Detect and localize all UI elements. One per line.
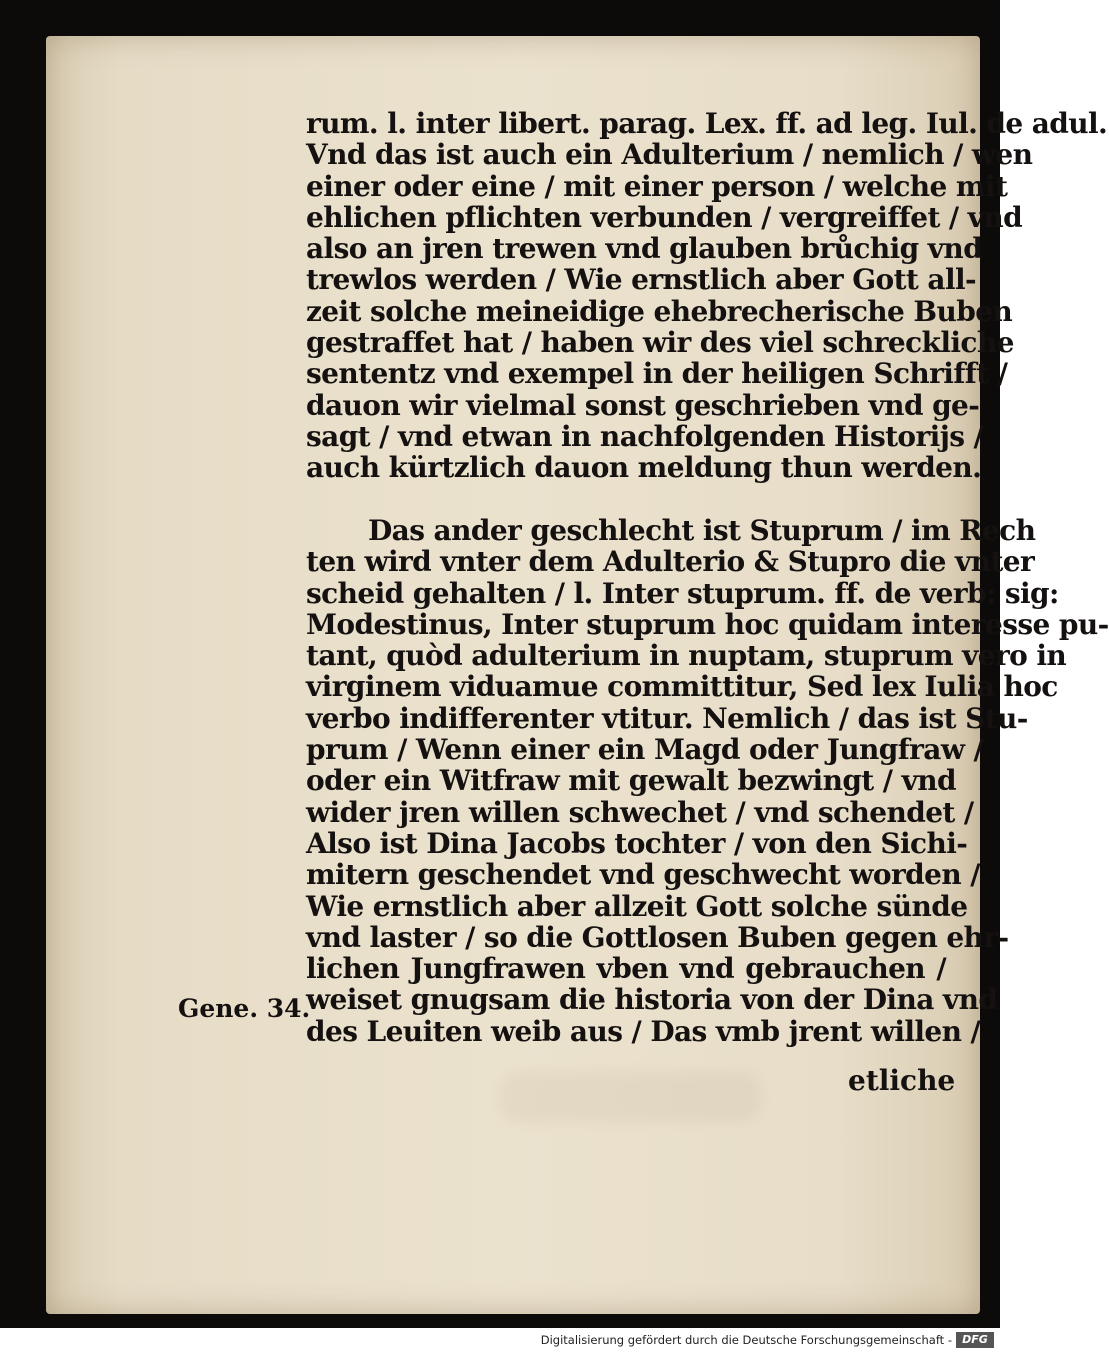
text-line: oder ein Witfraw mit gewalt bezwingt / vnd xyxy=(306,764,956,798)
text-line: ten wird vnter dem Adulterio & Stupro die vnter xyxy=(306,545,1035,579)
text-line: Wie ernstlich aber allzeit Gott solche sünde xyxy=(306,889,968,923)
text-line: vnd laster / so die Gottlosen Buben gegen ehr- xyxy=(306,920,1009,954)
text-line: scheid gehalten / l. Inter stuprum. ff. de verb: sig: xyxy=(306,576,1059,610)
text-line: einer oder eine / mit einer person / welche mit xyxy=(306,169,1008,203)
text-line: des Leuiten weib aus / Das vmb jrent willen / xyxy=(306,1014,981,1048)
text-line: weiset gnugsam die historia von der Dina vnd xyxy=(306,983,998,1017)
text-line: trewlos werden / Wie ernstlich aber Gott all- xyxy=(306,263,977,297)
text-line: lichen Jungfrawen vben vnd gebrauchen / xyxy=(306,952,946,986)
text-line: Das ander geschlecht ist Stuprum / im Rech xyxy=(368,514,1036,547)
text-line: dauon wir vielmal sonst geschrieben vnd ge- xyxy=(306,388,980,422)
text-line: zeit solche meineidige ehebrecherische Buben xyxy=(306,294,1013,328)
catchword: etliche xyxy=(848,1064,956,1097)
text-line: mitern geschendet vnd geschwecht worden / xyxy=(306,858,980,892)
margin-note: Gene. 34. xyxy=(178,994,311,1023)
funding-notice: Digitalisierung gefördert durch die Deutsche Forschungsgemeinschaft - xyxy=(540,1333,952,1347)
text-line: Vnd das ist auch ein Adulterium / nemlich / wen xyxy=(306,138,1033,172)
text-line: virginem viduamue committitur, Sed lex Iulia hoc xyxy=(306,670,1058,704)
text-line: wider jren willen schwechet / vnd schendet / xyxy=(306,795,974,829)
text-line: tant, quòd adulterium in nuptam, stuprum vero in xyxy=(306,639,1067,673)
text-line: gestraffet hat / haben wir des viel schreckliche xyxy=(306,326,1014,360)
text-line: sagt / vnd etwan in nachfolgenden Historijs / xyxy=(306,419,984,453)
paragraph-2 xyxy=(306,514,1109,1048)
text-line: also an jren trewen vnd glauben brůchig vnd xyxy=(306,232,983,266)
text-line: ehlichen pflichten verbunden / vergreiffet / vnd xyxy=(306,200,1023,234)
text-line: verbo indifferenter vtitur. Nemlich / das ist Stu- xyxy=(306,701,1028,735)
text-line: prum / Wenn einer ein Magd oder Jungfraw / xyxy=(306,733,984,767)
dfg-logo: DFG xyxy=(956,1332,994,1348)
text-line: auch kürtzlich dauon meldung thun werden. xyxy=(306,451,982,485)
ink-bleed-through xyxy=(500,1072,760,1122)
text-line: Modestinus, Inter stuprum hoc quidam interesse pu- xyxy=(306,607,1109,641)
footer-bar xyxy=(0,1328,1000,1352)
text-line: rum. l. inter libert. parag. Lex. ff. ad leg. Iul. de adul. xyxy=(306,107,1108,140)
paragraph-1 xyxy=(306,107,1108,485)
text-line: Also ist Dina Jacobs tochter / von den Sichi- xyxy=(306,826,968,860)
text-line: sententz vnd exempel in der heiligen Schrifft / xyxy=(306,357,1008,391)
